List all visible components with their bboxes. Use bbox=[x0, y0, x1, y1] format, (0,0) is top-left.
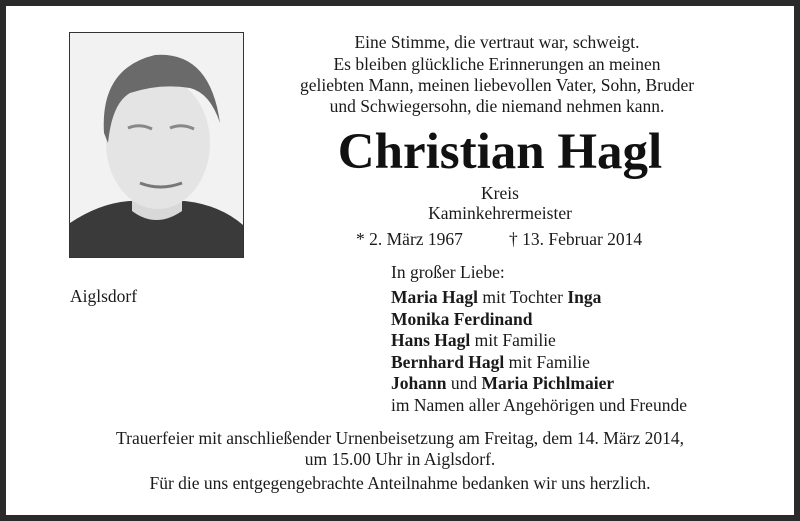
mourner-line bbox=[391, 330, 687, 352]
mourner-connector: mit Tochter bbox=[478, 287, 568, 307]
thanks-line: Für die uns entgegengebrachte Anteilnahme bedanken wir uns herzlich. bbox=[149, 473, 651, 493]
portrait-photo bbox=[69, 32, 244, 258]
mourner-connector: und bbox=[446, 373, 482, 393]
mourner-connector: mit Familie bbox=[470, 330, 556, 350]
deceased-name: Christian Hagl bbox=[337, 124, 663, 180]
birth-date: * 2. März 1967 bbox=[356, 229, 463, 249]
death-date: † 13. Februar 2014 bbox=[509, 229, 643, 249]
mourner-name: Hans Hagl bbox=[391, 330, 471, 350]
mourner-connector: mit Familie bbox=[504, 351, 590, 372]
mourner-line bbox=[391, 352, 687, 374]
mourner-connector: im Namen aller Angehörigen und Freunde bbox=[391, 394, 687, 415]
mourners-list bbox=[391, 287, 687, 416]
mourners-intro: In großer Liebe: bbox=[391, 262, 505, 282]
mourner-name: Bernhard Hagl bbox=[391, 351, 505, 372]
mourner-line bbox=[391, 373, 687, 395]
verse-line: Eine Stimme, die vertraut war, schweigt. bbox=[354, 32, 640, 52]
verse-line: Es bleiben glückliche Erinnerungen an meinen bbox=[333, 54, 661, 74]
mourner-name: Johann bbox=[391, 373, 447, 393]
funeral-time-place: um 15.00 Uhr in Aiglsdorf. bbox=[304, 449, 496, 469]
mourner-line bbox=[391, 309, 687, 331]
deceased-district: Kreis bbox=[481, 183, 519, 203]
verse-line: geliebten Mann, meinen liebevollen Vater, Sohn, Bruder bbox=[299, 75, 695, 95]
mourner-name: Maria Hagl bbox=[391, 287, 478, 307]
deceased-occupation: Kaminkehrermeister bbox=[428, 203, 572, 223]
mourner-name: Maria Pichlmaier bbox=[481, 373, 615, 393]
mourner-line bbox=[391, 287, 687, 309]
verse-line: und Schwiegersohn, die niemand nehmen kann. bbox=[329, 96, 665, 116]
funeral-info: Trauerfeier mit anschließender Urnenbeisetzung am Freitag, dem 14. März 2014, bbox=[116, 428, 684, 448]
mourner-name: Monika Ferdinand bbox=[391, 308, 533, 329]
mourner-name: Inga bbox=[567, 287, 602, 307]
place-of-residence: Aiglsdorf bbox=[70, 286, 138, 306]
mourner-line bbox=[391, 395, 687, 417]
